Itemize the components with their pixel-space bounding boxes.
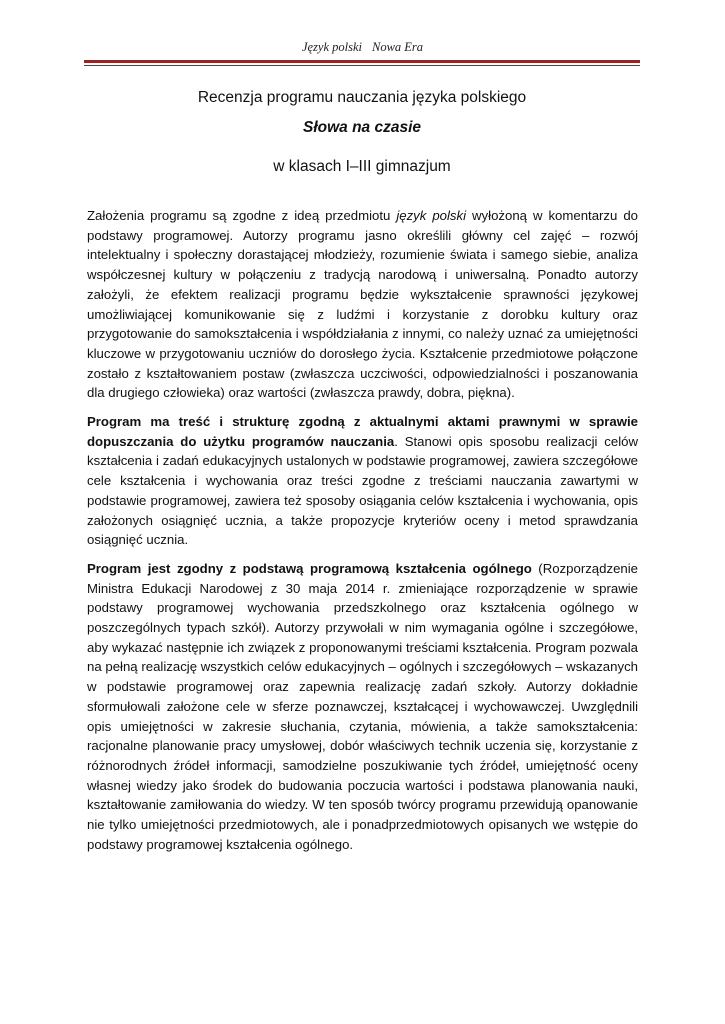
document-title: Recenzja programu nauczania języka polskiego [197, 89, 527, 106]
title-block [84, 88, 640, 176]
program-name: Słowa na czasie [302, 119, 422, 136]
paragraph-1 [87, 206, 638, 403]
p1-text-b: wyłożoną w komentarzu do podstawy programowej. Autorzy programu jasno określili główny cel zajęć – rozwój intelektualny i społeczny dorastającej młodzieży, rozumienie świata i samego siebie, analiza współczesnej kultury w połączeniu z tradycją narodową i uniwersalną. Ponadto autorzy założyli, że efektem realizacji programu będzie wykształcenie sprawności językowej umożliwiającej komunikowanie się z ludźmi i korzystanie z dorobku kultury oraz przygotowanie do samokształcenia i współdziałania z innymi, co należy uznać za umiejętności kluczowe w przygotowaniu uczniów do dorosłego życia. Kształcenie przedmiotowe połączone zostało z kształtowaniem postaw (zwłaszcza uczciwości, odpowiedzialności i poszanowania dla drugiego człowieka) oraz wartości (zwłaszcza prawdy, dobra, piękna). [87, 208, 638, 401]
grade-range: w klasach I–III gimnazjum [273, 158, 451, 175]
header-rule-thick [84, 60, 640, 63]
running-header [0, 40, 725, 55]
document-body [87, 206, 638, 864]
paragraph-2 [87, 412, 638, 550]
p2-text: . Stanowi opis sposobu realizacji celów kształcenia i zadań edukacyjnych ustalonych w podstawie programowej, zawiera szczegółowe cele kształcenia i wychowania oraz treści zgodne z treściami nauczania zawartymi w podstawie programowej, zawiera też sposoby osiągania celów kształcenia i wychowania, opis założonych osiągnięć ucznia, a także propozycje kryteriów oceny i metod sprawdzania osiągnięć ucznia. [87, 433, 639, 548]
p3-text: (Rozporządzenie Ministra Edukacji Narodowej z 30 maja 2014 r. zmieniające rozporządzenie w sprawie podstawy programowej wychowania przedszkolnego oraz kształcenia ogólnego w poszczególnych typach szkół). Autorzy przywołali w nim wymagania ogólne i szczegółowe, aby wykazać następnie ich związek z proponowanymi treściami kształcenia. Program pozwala na pełną realizację wszystkich celów edukacyjnych – ogólnych i szczegółowych – wskazanych w podstawie programowej oraz zapewnia realizację zadań szkoły. Autorzy dokładnie sformułowali założone cele w sferze poznawczej, kształcącej i wychowawczej. Uwzględnili opis umiejętności w zakresie słuchania, czytania, mówienia, a także samokształcenia: racjonalne planowanie pracy umysłowej, dobór właściwych technik uczenia się, korzystanie z różnorodnych źródeł informacji, samodzielne poszukiwanie tych źródeł, umiejętność oceny własnej wiedzy jako środek do budowania poczucia wartości i podstawa planowania nauki, kształtowanie zamiłowania do wiedzy. W ten sposób twórcy programu przewidują opanowanie nie tylko umiejętności przedmiotowych, ale i ponadprzedmiotowych opisanych we wstępie do podstawy programowej kształcenia ogólnego. [87, 560, 638, 852]
p1-text-a: Założenia programu są zgodne z ideą przedmiotu [87, 208, 397, 223]
paragraph-3 [87, 559, 638, 855]
p1-emphasis: język polski [396, 208, 467, 223]
header-rule-thin [84, 65, 640, 66]
p3-bold-lead: Program jest zgodny z podstawą programową kształcenia ogólnego [87, 560, 532, 576]
header-publisher: Nowa Era [371, 40, 424, 54]
header-subject: Język polski [301, 40, 362, 54]
p2-bold-lead: Program ma treść i strukturę zgodną z aktualnymi aktami prawnymi w sprawie dopuszczania do użytku programów nauczania [87, 414, 638, 449]
